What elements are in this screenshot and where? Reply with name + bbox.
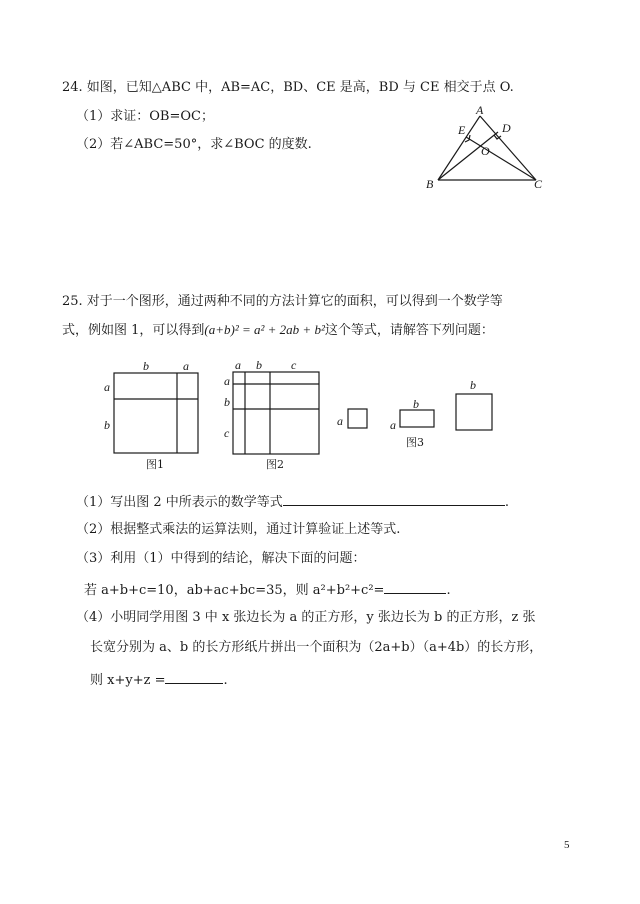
figure-3 xyxy=(348,392,508,452)
q25-p4-line2: 长宽分别为 a、b 的长方形纸片拼出一个面积为（2a+b）（a+4b）的长方形， xyxy=(90,640,543,655)
fig3-caption: 图3 xyxy=(406,436,424,449)
fig3-big-b: b xyxy=(470,378,476,392)
q25-p3-cond-text: 若 a+b+c=10，ab+ac+bc=35，则 a²+b²+c²= xyxy=(84,583,385,598)
q25-intro-line2 xyxy=(62,321,494,340)
fig3-small-square xyxy=(348,409,367,428)
altitude-ce xyxy=(466,137,536,180)
fig2-top-b: b xyxy=(256,358,262,372)
q24-intro: 24. 如图，已知△ABC 中，AB=AC，BD、CE 是高，BD 与 CE 相交于点 O. xyxy=(62,80,514,95)
label-c: C xyxy=(534,177,543,191)
figure-1 xyxy=(114,373,204,463)
fig2-left-b: b xyxy=(224,395,230,409)
q25-p4-line3 xyxy=(90,669,228,690)
q25-p1-end: . xyxy=(504,495,509,510)
fig2-top-a: a xyxy=(235,358,241,372)
q25-p4-end: . xyxy=(223,673,228,688)
q25-p4-line1: （4）小明同学用图 3 中 x 张边长为 a 的正方形，y 张边长为 b 的正方形，z 张 xyxy=(76,610,536,625)
figure-2 xyxy=(233,372,323,462)
fig3-rect-b: b xyxy=(413,397,419,411)
fig3-big-square xyxy=(456,394,492,430)
label-e: E xyxy=(458,123,466,137)
q25-p3-answer-blank[interactable] xyxy=(384,579,446,594)
fig1-left-a: a xyxy=(104,380,110,394)
q24-part1: （1）求证：OB=OC； xyxy=(76,109,214,124)
q25-formula: (a+b)² = a² + 2ab + b² xyxy=(204,322,325,337)
fig3-small-a: a xyxy=(337,414,343,428)
q25-intro-a: 式，例如图 1，可以得到 xyxy=(62,323,205,338)
fig1-outer xyxy=(114,373,198,453)
q25-p1-answer-blank[interactable] xyxy=(283,491,505,506)
fig3-rect-a: a xyxy=(390,418,396,432)
q25-p1-text: （1）写出图 2 中所表示的数学等式 xyxy=(76,495,283,510)
fig1-top-b: b xyxy=(143,359,149,373)
q25-p2: （2）根据整式乘法的运算法则，通过计算验证上述等式. xyxy=(76,522,401,537)
fig1-caption: 图1 xyxy=(146,458,164,471)
page-number: 5 xyxy=(564,839,570,851)
label-d: D xyxy=(502,121,511,135)
fig1-left-b: b xyxy=(104,418,110,432)
fig2-left-a: a xyxy=(224,374,230,388)
q24-part2: （2）若∠ABC=50°，求∠BOC 的度数. xyxy=(76,137,312,152)
label-b: B xyxy=(426,177,434,191)
q25-intro-line1: 25. 对于一个图形，通过两种不同的方法计算它的面积，可以得到一个数学等 xyxy=(62,294,503,309)
fig2-top-c: c xyxy=(291,358,297,372)
q25-p4-answer-blank[interactable] xyxy=(165,669,223,684)
q25-p3-end: . xyxy=(446,583,451,598)
q25-p3: （3）利用（1）中得到的结论，解决下面的问题： xyxy=(76,551,366,566)
label-o: O xyxy=(481,144,490,158)
q25-intro-b: 这个等式，请解答下列问题： xyxy=(324,323,494,338)
triangle-figure xyxy=(424,104,564,194)
q25-p4-line3-text: 则 x+y+z = xyxy=(90,673,166,688)
q25-p1 xyxy=(76,491,509,512)
fig2-caption: 图2 xyxy=(266,458,284,471)
fig3-rectangle xyxy=(400,410,434,427)
label-a: A xyxy=(476,103,484,117)
q25-p3-condition xyxy=(84,579,451,600)
fig2-left-c: c xyxy=(224,426,230,440)
fig1-top-a: a xyxy=(183,359,189,373)
